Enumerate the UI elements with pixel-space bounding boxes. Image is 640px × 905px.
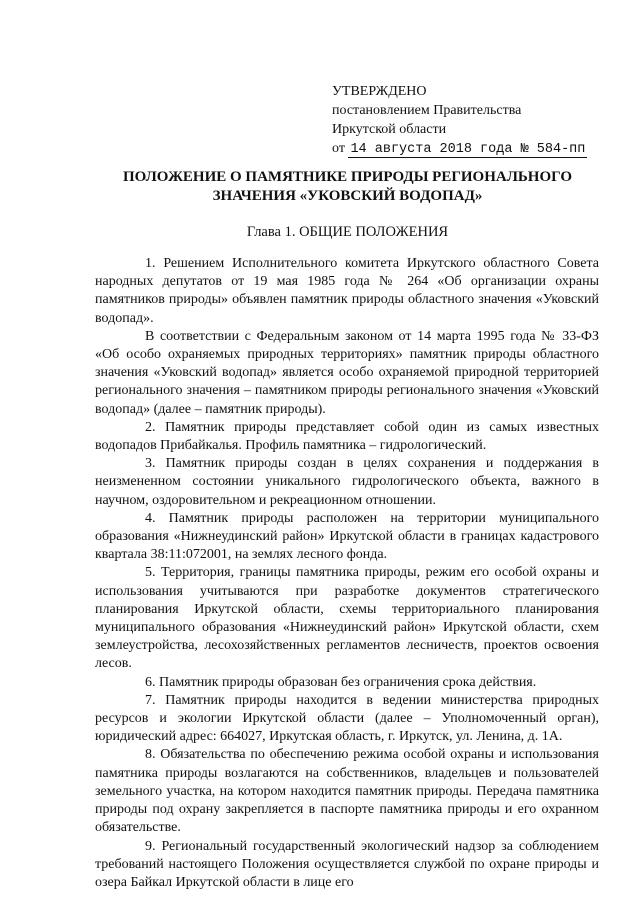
- paragraph-3: 3. Памятник природы создан в целях сохранения и поддержания в неизмененном состоянии уникального гидрологического объекта, важного в научном, оздоровительном и рекреационном отношении.: [95, 456, 599, 508]
- approval-heading: УТВЕРЖДЕНО: [332, 84, 427, 99]
- paragraph-5: 5. Территория, границы памятника природы, режим его особой охраны и использования учитываются при разработке документов стратегического планирования Иркутской области, схемы территориального планирования муниципального образования «Нижнеудинский район» Иркутской области, схем землеустройства, лесохозяйственных регламентов лесничеств, проектов освоения лесов.: [95, 565, 599, 672]
- approval-issuer-line: постановлением Правительства: [332, 103, 522, 118]
- approval-date-prefix: от: [332, 141, 345, 156]
- approval-region-line: Иркутской области: [332, 122, 447, 137]
- chapter-heading: Глава 1. ОБЩИЕ ПОЛОЖЕНИЯ: [246, 224, 449, 240]
- paragraph-8: 8. Обязательства по обеспечению режима особой охраны и использования памятника природы возлагаются на собственников, владельцев и пользователей земельного участка, на котором находится памятник природы. Передача памятника природы под охрану закрепляется в паспорте памятника природы и его охранном обязательстве.: [95, 747, 599, 836]
- document-title-line-2: ЗНАЧЕНИЯ «УКОВСКИЙ ВОДОПАД»: [212, 188, 483, 204]
- approval-date-line: [332, 139, 587, 159]
- approval-date-stamp: 14 августа 2018 года № 584-пп: [350, 142, 586, 157]
- approval-block: [332, 82, 587, 159]
- document-body: [95, 255, 599, 892]
- paragraph-1: 1. Решением Исполнительного комитета Иркутского областного Совета народных депутатов от 19 мая 1985 года № 264 «Об организации охраны памятников природы» объявлен памятник природы областного значения «Уковский водопад».: [95, 256, 599, 326]
- paragraph-4: 4. Памятник природы расположен на территории муниципального образования «Нижнеудинский район» Иркутской области в границах кадастрового квартала 38:11:072001, на землях лесного фонда.: [95, 510, 599, 563]
- document-title-line-1: ПОЛОЖЕНИЕ О ПАМЯТНИКЕ ПРИРОДЫ РЕГИОНАЛЬНОГО: [123, 169, 572, 185]
- document-title: [80, 168, 615, 206]
- paragraph-7: 7. Памятник природы находится в ведении министерства природных ресурсов и экологии Иркутской области (далее – Уполномоченный орган), юридический адрес: 664027, Иркутская область, г. Иркутск, ул. Ленина, д. 1А.: [95, 692, 599, 745]
- paragraph-9: 9. Региональный государственный экологический надзор за соблюдением требований настоящего Положения осуществляется службой по охране природы и озера Байкал Иркутской области в лице его: [95, 838, 599, 890]
- paragraph-6: 6. Памятник природы образован без ограничения срока действия.: [145, 674, 537, 690]
- paragraph-2: 2. Памятник природы представляет собой один из самых известных водопадов Прибайкалья. Профиль памятника – гидрологический.: [95, 419, 599, 454]
- paragraph-1-continued: В соответствии с Федеральным законом от 14 марта 1995 года № 33-ФЗ «Об особо охраняемых природных территориях» памятник природы областного значения «Уковский водопад» является особо охраняемой природной территорией регионального значения – памятником природы регионального значения «Уковский водопад» (далее – памятник природы).: [95, 328, 599, 417]
